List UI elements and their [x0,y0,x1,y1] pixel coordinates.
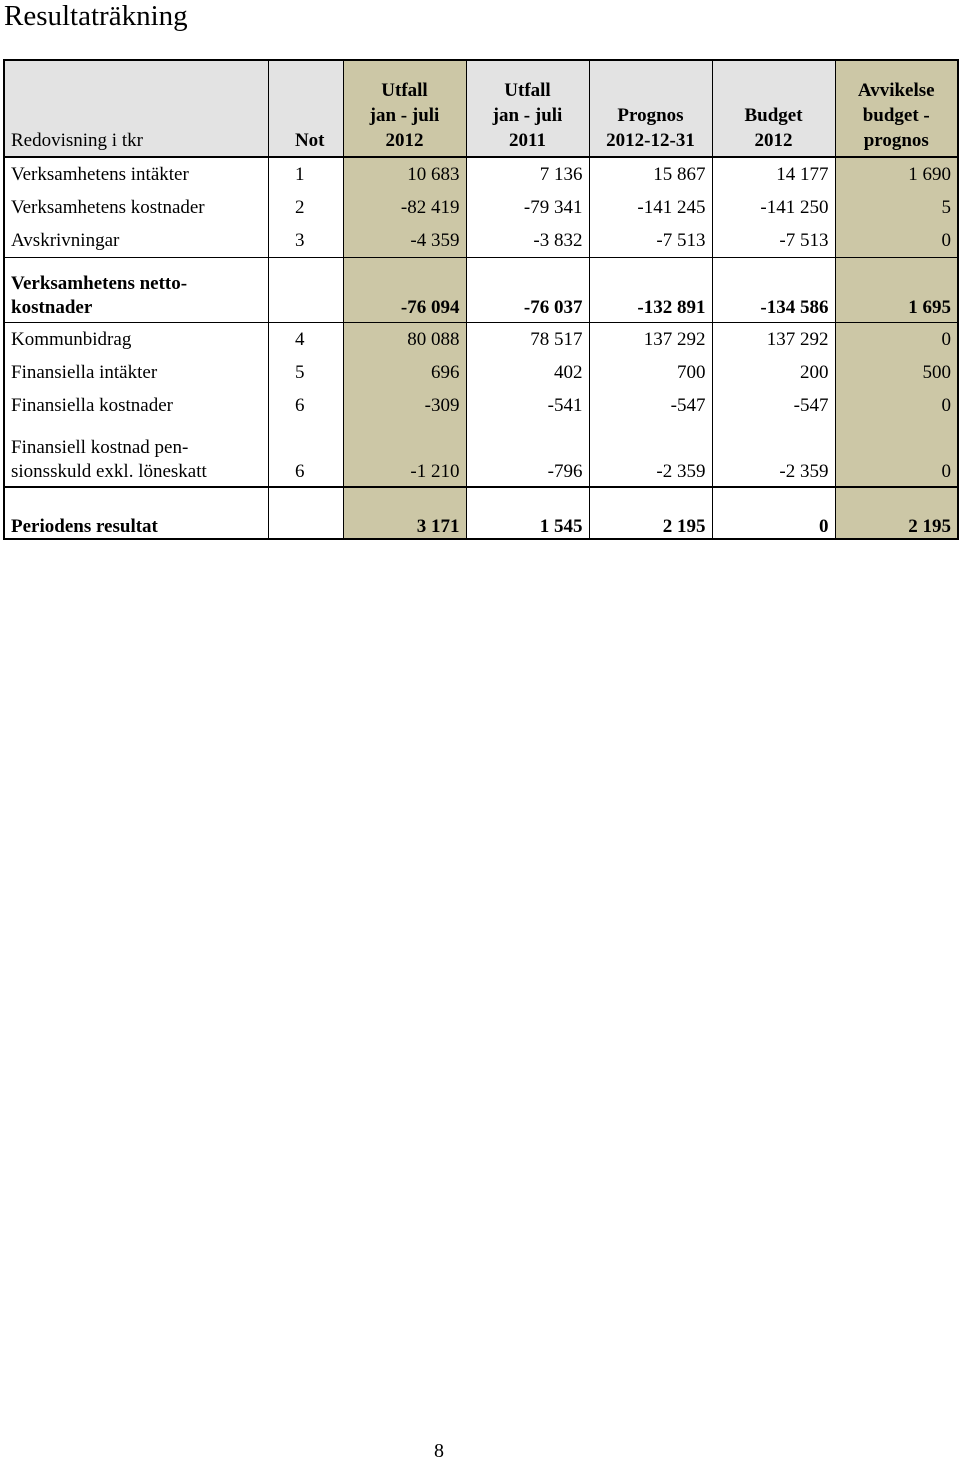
header-prognos: Prognos 2012-12-31 [589,60,712,157]
row-note: 3 [268,224,343,258]
header-not: Not [268,60,343,157]
header-utfall-2011: Utfall jan - juli 2011 [466,60,589,157]
page-number: 8 [434,1440,444,1462]
row-label: Verksamhetens kostnader [4,191,268,224]
value-avvikelse: 5 [835,191,958,224]
row-note: 4 [268,323,343,357]
value-avvikelse: 1 690 [835,157,958,191]
header-utfall-2012: Utfall jan - juli 2012 [343,60,466,157]
value-budget: -141 250 [712,191,835,224]
table-row [4,356,958,389]
table-row [4,389,958,422]
value-utfall-2011: 78 517 [466,323,589,357]
row-note: 2 [268,191,343,224]
value-budget: -134 586 [712,258,835,323]
value-utfall-2012: 3 171 [343,487,466,539]
row-label: Kommunbidrag [4,323,268,357]
table-row [4,323,958,357]
value-utfall-2012: -82 419 [343,191,466,224]
value-prognos: -141 245 [589,191,712,224]
row-label: Avskrivningar [4,224,268,258]
value-utfall-2011: 1 545 [466,487,589,539]
value-budget: 0 [712,487,835,539]
row-label: Verksamhetens intäkter [4,157,268,191]
value-prognos: -7 513 [589,224,712,258]
row-label: Finansiella kostnader [4,389,268,422]
row-note: 5 [268,356,343,389]
row-note: 6 [268,422,343,487]
value-utfall-2012: -4 359 [343,224,466,258]
value-prognos: 2 195 [589,487,712,539]
value-budget: 137 292 [712,323,835,357]
row-label: Finansiella intäkter [4,356,268,389]
table-row [4,157,958,191]
value-avvikelse: 0 [835,224,958,258]
value-avvikelse: 0 [835,422,958,487]
value-prognos: -132 891 [589,258,712,323]
value-budget: -547 [712,389,835,422]
value-budget: -7 513 [712,224,835,258]
income-statement-table [3,59,959,540]
value-budget: -2 359 [712,422,835,487]
value-utfall-2012: 80 088 [343,323,466,357]
header-avvikelse: Avvikelse budget - prognos [835,60,958,157]
value-avvikelse: 0 [835,389,958,422]
value-prognos: 15 867 [589,157,712,191]
row-note: 6 [268,389,343,422]
value-utfall-2012: -1 210 [343,422,466,487]
row-note: 1 [268,157,343,191]
value-avvikelse: 2 195 [835,487,958,539]
value-budget: 200 [712,356,835,389]
value-utfall-2011: -796 [466,422,589,487]
value-utfall-2011: -541 [466,389,589,422]
value-utfall-2011: -79 341 [466,191,589,224]
value-prognos: -547 [589,389,712,422]
row-label: Periodens resultat [4,487,268,539]
value-utfall-2012: -76 094 [343,258,466,323]
value-utfall-2011: -3 832 [466,224,589,258]
value-utfall-2012: -309 [343,389,466,422]
value-utfall-2011: -76 037 [466,258,589,323]
row-note [268,487,343,539]
value-avvikelse: 1 695 [835,258,958,323]
table-row [4,258,958,323]
row-label: Verksamhetens netto- kostnader [4,258,268,323]
value-avvikelse: 500 [835,356,958,389]
table-row [4,224,958,258]
value-prognos: -2 359 [589,422,712,487]
table-row [4,487,958,539]
value-utfall-2012: 696 [343,356,466,389]
header-budget: Budget 2012 [712,60,835,157]
page-title: Resultaträkning [4,0,188,32]
row-note [268,258,343,323]
value-utfall-2011: 7 136 [466,157,589,191]
value-prognos: 137 292 [589,323,712,357]
value-prognos: 700 [589,356,712,389]
value-utfall-2012: 10 683 [343,157,466,191]
table-row [4,191,958,224]
value-utfall-2011: 402 [466,356,589,389]
header-label: Redovisning i tkr [4,60,268,157]
row-label: Finansiell kostnad pen- sionsskuld exkl. löneskatt [4,422,268,487]
value-budget: 14 177 [712,157,835,191]
header-row [4,60,958,157]
table-row [4,422,958,487]
value-avvikelse: 0 [835,323,958,357]
